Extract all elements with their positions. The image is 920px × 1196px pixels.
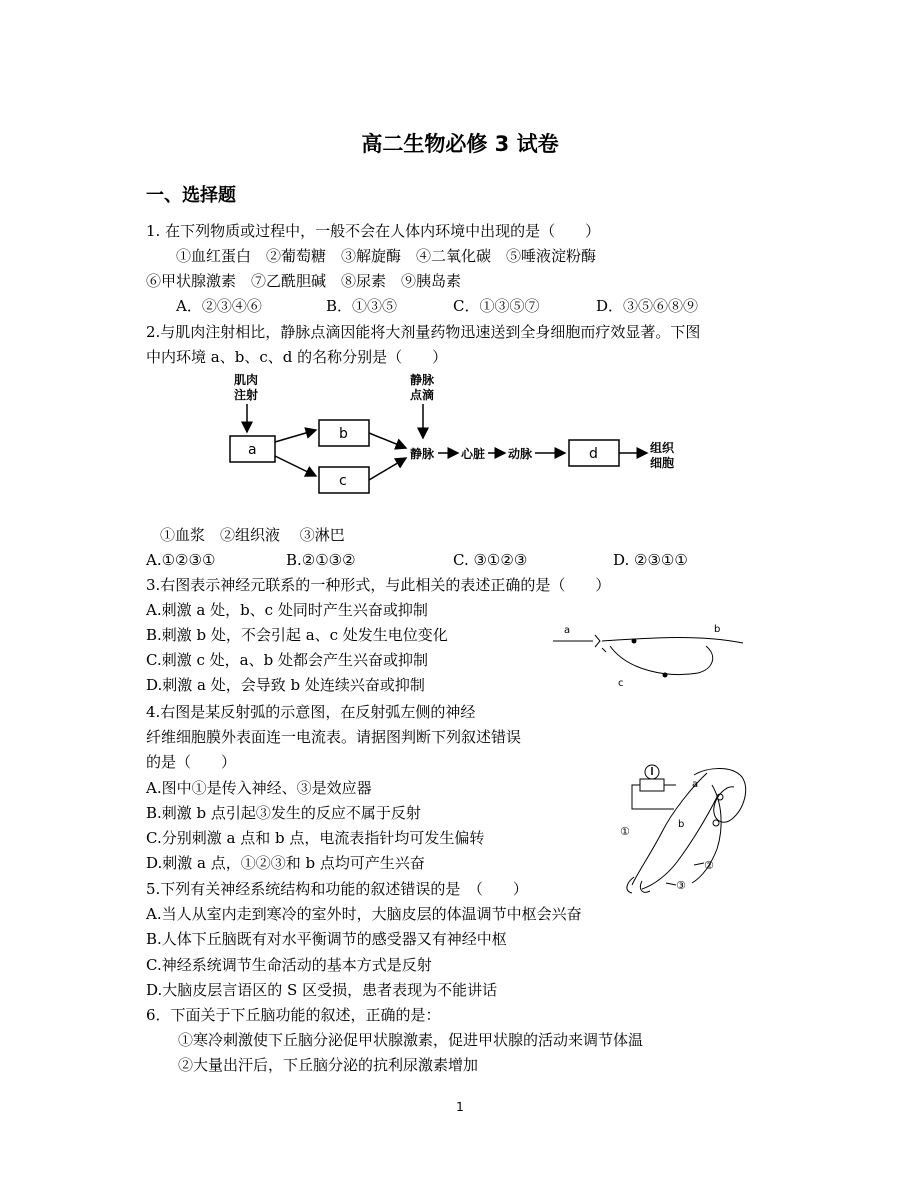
box-a-label: a (248, 442, 257, 458)
q1-option-c: C．①③⑤⑦ (453, 297, 540, 315)
q3-option-d: D.刺激 a 处，会导致 b 处连续兴奋或抑制 (146, 676, 425, 694)
q2-stem-line2: 中内环境 a、b、c、d 的名称分别是（ ） (146, 348, 448, 366)
q4-option-b: B.刺激 b 点引起③发生的反应不属于反射 (146, 804, 421, 822)
q4-option-c: C.分别刺激 a 点和 b 点，电流表指针均可发生偏转 (146, 829, 485, 847)
fig4-label-1: ① (620, 825, 630, 838)
q5-option-a: A.当人从室内走到寒冷的室外时，大脑皮层的体温调节中枢会兴奋 (146, 905, 582, 923)
q2-option-c: C. ③①②③ (453, 551, 528, 569)
q1-option-d: D．③⑤⑥⑧⑨ (596, 297, 699, 315)
q5-option-b: B.人体下丘脑既有对水平衡调节的感受器又有神经中枢 (146, 930, 507, 948)
fig3-label-b: b (714, 624, 721, 635)
q2-option-b: B.②①③② (286, 551, 356, 569)
q6-item-2: ②大量出汗后，下丘脑分泌的抗利尿激素增加 (178, 1056, 479, 1074)
q5-option-d: D.大脑皮层言语区的 S 区受损，患者表现为不能讲话 (146, 981, 498, 999)
fig4-label-a: a (692, 779, 699, 790)
box-c-label: c (339, 473, 347, 489)
page-title: 高二生物必修 3 试卷 (361, 132, 559, 156)
box-b-label: b (339, 426, 348, 442)
q1-items-line2: ⑥甲状腺激素 ⑦乙酰胆碱 ⑧尿素 ⑨胰岛素 (146, 272, 462, 290)
fig4-label-2: ② (704, 859, 714, 872)
q6-item-1: ①寒冷刺激使下丘脑分泌促甲状腺激素，促进甲状腺的活动来调节体温 (178, 1031, 644, 1049)
q1-stem: 1. 在下列物质或过程中，一般不会在人体内环境中出现的是（ ） (146, 222, 601, 240)
reflex-arc-figure (612, 757, 752, 897)
q2-option-a: A.①②③① (146, 551, 216, 569)
box-d-label: d (589, 446, 598, 462)
q4-stem-line1: 4.右图是某反射弧的示意图，在反射弧左侧的神经 (146, 703, 476, 721)
body-fluid-flow-diagram (220, 370, 700, 500)
label-vein: 静脉 (410, 447, 435, 461)
q1-items-line1: ①血红蛋白 ②葡萄糖 ③解旋酶 ④二氧化碳 ⑤唾液淀粉酶 (176, 247, 597, 265)
page-number: 1 (456, 1100, 464, 1114)
q4-stem-line2: 纤维细胞膜外表面连一电流表。请据图判断下列叙述错误 (146, 728, 522, 746)
fig3-label-c: c (618, 678, 624, 689)
q1-option-b: B．①③⑤ (326, 297, 398, 315)
q2-option-d: D. ②③①① (613, 551, 688, 569)
q3-option-a: A.刺激 a 处，b、c 处同时产生兴奋或抑制 (146, 601, 428, 619)
fig3-label-a: a (564, 625, 571, 636)
label-artery: 动脉 (508, 447, 533, 461)
q3-stem: 3.右图表示神经元联系的一种形式，与此相关的表述正确的是（ ） (146, 576, 611, 594)
q5-option-c: C.神经系统调节生命活动的基本方式是反射 (146, 956, 432, 974)
q6-stem: 6．下面关于下丘脑功能的叙述，正确的是： (146, 1006, 441, 1024)
q1-option-a: A．②③④⑥ (176, 297, 262, 315)
label-iv-1: 静脉 (410, 373, 435, 387)
fig4-label-3: ③ (676, 879, 686, 892)
label-heart: 心脏 (461, 447, 486, 461)
q4-stem-line3: 的是（ ） (146, 753, 237, 771)
label-muscle-2: 注射 (234, 388, 259, 402)
label-tissue-2: 细胞 (650, 456, 675, 470)
section-heading: 一、选择题 (146, 185, 236, 206)
q2-legend: ①血浆 ②组织液 ③淋巴 (160, 526, 345, 544)
label-tissue-1: 组织 (650, 441, 675, 455)
q3-option-c: C.刺激 c 处，a、b 处都会产生兴奋或抑制 (146, 651, 428, 669)
q2-stem-line1: 2.与肌肉注射相比，静脉点滴因能将大剂量药物迅速送到全身细胞而疗效显著。下图 (146, 323, 701, 341)
label-iv-2: 点滴 (410, 388, 435, 402)
neuron-connection-figure (548, 616, 748, 691)
q3-option-b: B.刺激 b 处，不会引起 a、c 处发生电位变化 (146, 626, 448, 644)
q4-option-d: D.刺激 a 点，①②③和 b 点均可产生兴奋 (146, 854, 425, 872)
label-muscle-1: 肌肉 (234, 373, 259, 387)
fig4-label-b: b (678, 819, 685, 830)
q4-option-a: A.图中①是传入神经、③是效应器 (146, 779, 372, 797)
q5-stem: 5.下列有关神经系统结构和功能的叙述错误的是 （ ） (146, 880, 528, 898)
